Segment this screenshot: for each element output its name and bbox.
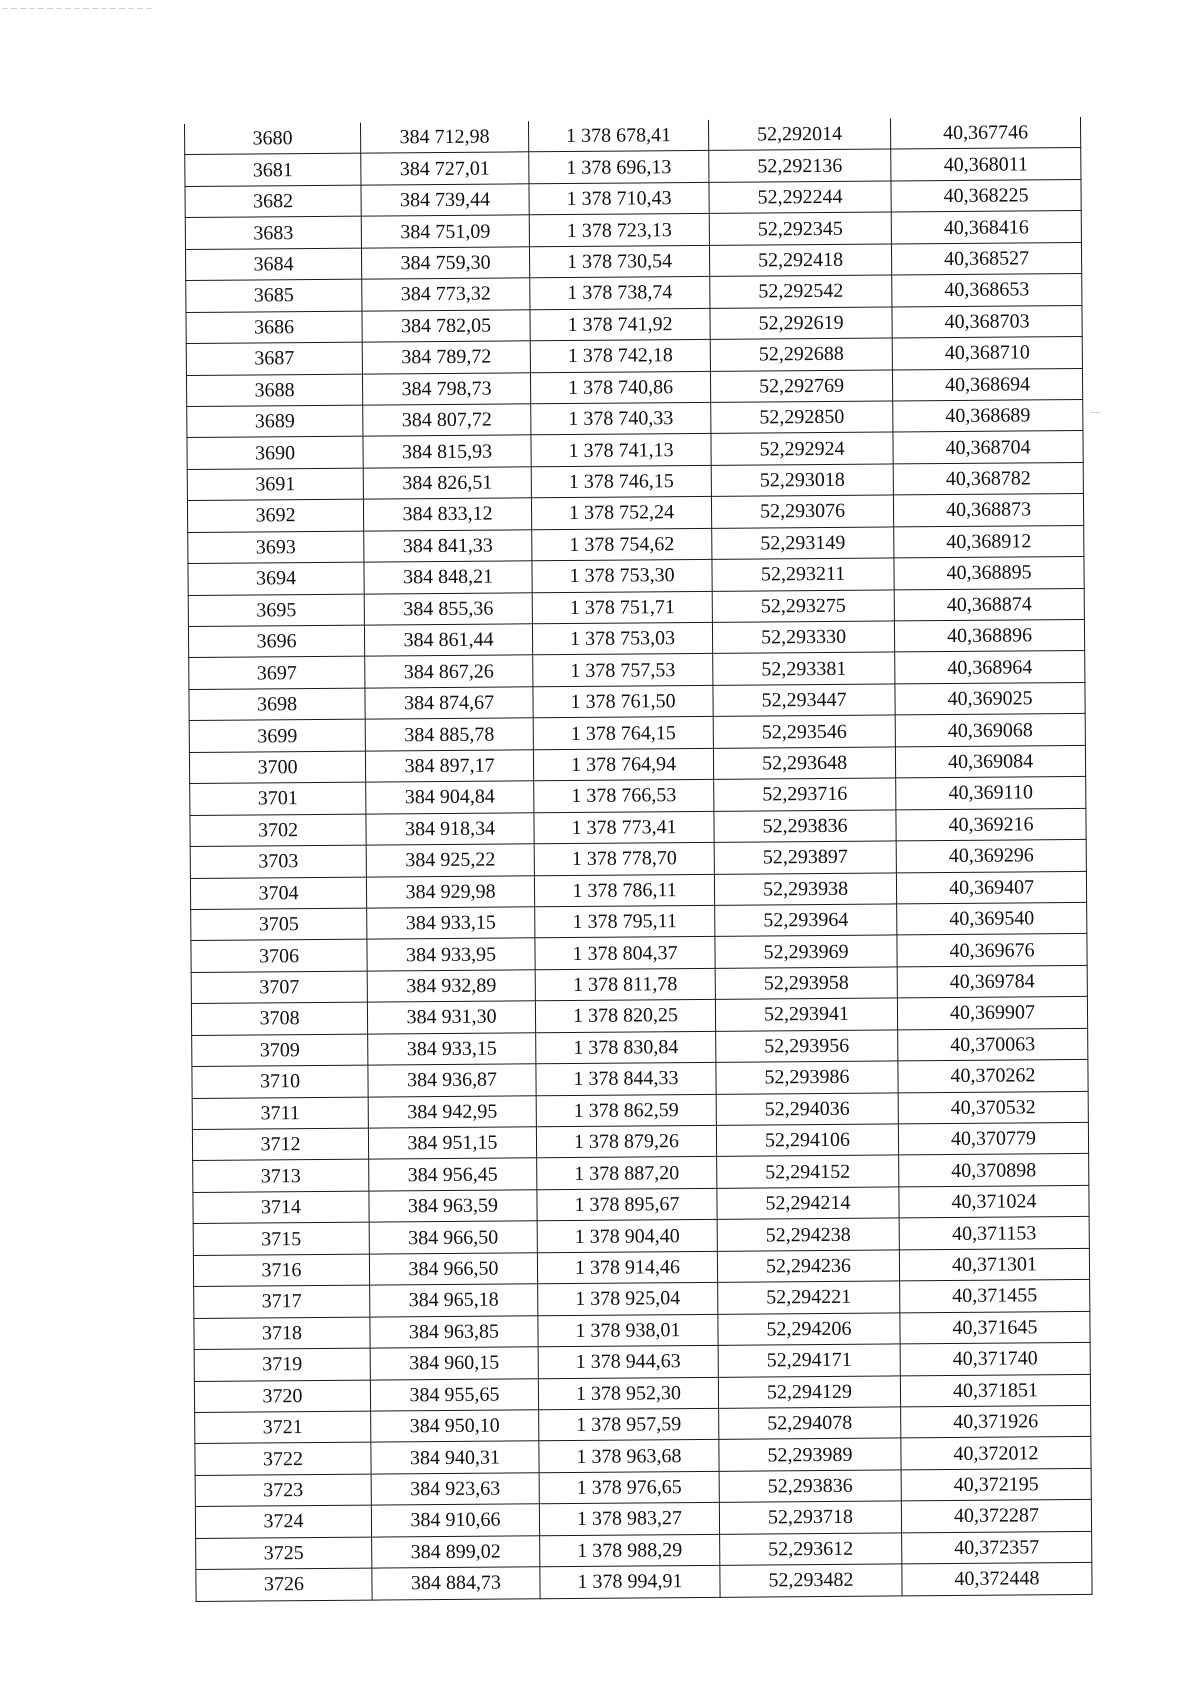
point-number-cell: 3722 [195, 1442, 371, 1475]
point-number-cell: 3711 [192, 1097, 368, 1130]
point-number-cell: 3719 [194, 1348, 370, 1381]
point-number-cell: 3726 [196, 1568, 372, 1601]
y-coordinate-cell: 1 378 752,24 [531, 497, 711, 530]
point-number-cell: 3714 [193, 1191, 369, 1224]
y-coordinate-cell: 1 378 741,92 [530, 308, 710, 341]
x-coordinate-cell: 384 841,33 [364, 529, 532, 562]
point-number-cell: 3695 [188, 594, 364, 627]
latitude-cell: 52,292244 [709, 181, 891, 214]
latitude-cell: 52,292619 [710, 307, 892, 340]
y-coordinate-cell: 1 378 976,65 [539, 1471, 719, 1504]
longitude-cell: 40,369084 [895, 745, 1085, 778]
y-coordinate-cell: 1 378 994,91 [540, 1565, 720, 1598]
x-coordinate-cell: 384 815,93 [363, 435, 531, 468]
x-coordinate-cell: 384 904,84 [366, 781, 534, 814]
point-number-cell: 3691 [187, 468, 363, 501]
latitude-cell: 52,292688 [710, 338, 892, 371]
latitude-cell: 52,292345 [709, 212, 891, 245]
latitude-cell: 52,293482 [720, 1564, 902, 1597]
latitude-cell: 52,294238 [717, 1218, 899, 1251]
longitude-cell: 40,368653 [892, 274, 1082, 307]
latitude-cell: 52,292850 [711, 401, 893, 434]
latitude-cell: 52,293381 [713, 652, 895, 685]
latitude-cell: 52,293330 [712, 621, 894, 654]
point-number-cell: 3710 [192, 1065, 368, 1098]
point-number-cell: 3702 [190, 814, 366, 847]
x-coordinate-cell: 384 712,98 [360, 121, 528, 153]
point-number-cell: 3721 [195, 1411, 371, 1444]
point-number-cell: 3682 [185, 185, 361, 218]
x-coordinate-cell: 384 867,26 [365, 655, 533, 688]
longitude-cell: 40,371926 [901, 1405, 1091, 1438]
latitude-cell: 52,293076 [711, 495, 893, 528]
latitude-cell: 52,293956 [716, 1030, 898, 1063]
y-coordinate-cell: 1 378 773,41 [534, 811, 714, 844]
point-number-cell: 3705 [191, 908, 367, 941]
x-coordinate-cell: 384 789,72 [362, 341, 530, 374]
point-number-cell: 3694 [188, 562, 364, 595]
point-number-cell: 3693 [188, 531, 364, 564]
y-coordinate-cell: 1 378 811,78 [535, 968, 715, 1001]
longitude-cell: 40,371024 [899, 1185, 1089, 1218]
longitude-cell: 40,368964 [895, 651, 1085, 684]
longitude-cell: 40,369540 [897, 902, 1087, 935]
latitude-cell: 52,293546 [713, 715, 895, 748]
longitude-cell: 40,367746 [890, 117, 1080, 149]
point-number-cell: 3697 [189, 657, 365, 690]
x-coordinate-cell: 384 960,15 [370, 1347, 538, 1380]
y-coordinate-cell: 1 378 820,25 [535, 1000, 715, 1033]
x-coordinate-cell: 384 923,63 [371, 1473, 539, 1506]
x-coordinate-cell: 384 910,66 [371, 1504, 539, 1537]
x-coordinate-cell: 384 940,31 [371, 1441, 539, 1474]
y-coordinate-cell: 1 378 887,20 [537, 1157, 717, 1190]
point-number-cell: 3681 [185, 154, 361, 187]
longitude-cell: 40,369216 [896, 808, 1086, 841]
point-number-cell: 3718 [194, 1317, 370, 1350]
point-number-cell: 3683 [185, 216, 361, 249]
x-coordinate-cell: 384 874,67 [365, 687, 533, 720]
point-number-cell: 3725 [196, 1537, 372, 1570]
longitude-cell: 40,369407 [896, 871, 1086, 904]
y-coordinate-cell: 1 378 740,86 [530, 371, 710, 404]
x-coordinate-cell: 384 807,72 [363, 404, 531, 437]
y-coordinate-cell: 1 378 944,63 [538, 1345, 718, 1378]
point-number-cell: 3688 [186, 374, 362, 407]
longitude-cell: 40,372287 [901, 1500, 1091, 1533]
y-coordinate-cell: 1 378 925,04 [538, 1283, 718, 1316]
y-coordinate-cell: 1 378 741,13 [531, 434, 711, 467]
x-coordinate-cell: 384 855,36 [364, 592, 532, 625]
x-coordinate-cell: 384 963,85 [370, 1315, 538, 1348]
latitude-cell: 52,293941 [715, 998, 897, 1031]
point-number-cell: 3717 [194, 1285, 370, 1318]
y-coordinate-cell: 1 378 710,43 [529, 182, 709, 215]
x-coordinate-cell: 384 955,65 [370, 1378, 538, 1411]
y-coordinate-cell: 1 378 742,18 [530, 339, 710, 372]
latitude-cell: 52,293897 [714, 841, 896, 874]
latitude-cell: 52,292769 [710, 369, 892, 402]
point-number-cell: 3704 [190, 877, 366, 910]
y-coordinate-cell: 1 378 988,29 [540, 1534, 720, 1567]
x-coordinate-cell: 384 966,50 [369, 1253, 537, 1286]
x-coordinate-cell: 384 782,05 [362, 309, 530, 342]
x-coordinate-cell: 384 861,44 [364, 624, 532, 657]
scan-artifact-dot [1090, 412, 1100, 413]
longitude-cell: 40,369068 [895, 714, 1085, 747]
y-coordinate-cell: 1 378 764,15 [533, 717, 713, 750]
y-coordinate-cell: 1 378 766,53 [534, 780, 714, 813]
latitude-cell: 52,293612 [720, 1533, 902, 1566]
latitude-cell: 52,292014 [708, 118, 890, 150]
longitude-cell: 40,368416 [891, 211, 1081, 244]
y-coordinate-cell: 1 378 757,53 [533, 654, 713, 687]
point-number-cell: 3703 [190, 845, 366, 878]
longitude-cell: 40,368912 [894, 525, 1084, 558]
y-coordinate-cell: 1 378 696,13 [529, 151, 709, 184]
y-coordinate-cell: 1 378 895,67 [537, 1188, 717, 1221]
x-coordinate-cell: 384 942,95 [368, 1095, 536, 1128]
latitude-cell: 52,292542 [710, 275, 892, 308]
longitude-cell: 40,369784 [897, 965, 1087, 998]
latitude-cell: 52,293958 [715, 967, 897, 1000]
longitude-cell: 40,369907 [897, 997, 1087, 1030]
latitude-cell: 52,294106 [716, 1124, 898, 1157]
y-coordinate-cell: 1 378 786,11 [534, 874, 714, 907]
longitude-cell: 40,370898 [899, 1154, 1089, 1187]
y-coordinate-cell: 1 378 914,46 [537, 1251, 717, 1284]
longitude-cell: 40,371740 [900, 1342, 1090, 1375]
longitude-cell: 40,369110 [896, 777, 1086, 810]
latitude-cell: 52,292924 [711, 432, 893, 465]
point-number-cell: 3723 [195, 1474, 371, 1507]
latitude-cell: 52,293964 [715, 904, 897, 937]
x-coordinate-cell: 384 965,18 [370, 1284, 538, 1317]
point-number-cell: 3716 [193, 1254, 369, 1287]
x-coordinate-cell: 384 848,21 [364, 561, 532, 594]
longitude-cell: 40,368011 [891, 148, 1081, 181]
x-coordinate-cell: 384 925,22 [366, 844, 534, 877]
y-coordinate-cell: 1 378 983,27 [539, 1503, 719, 1536]
latitude-cell: 52,293648 [713, 747, 895, 780]
x-coordinate-cell: 384 899,02 [372, 1535, 540, 1568]
coordinates-table-body [184, 117, 1092, 1601]
latitude-cell: 52,294078 [719, 1407, 901, 1440]
y-coordinate-cell: 1 378 879,26 [536, 1125, 716, 1158]
x-coordinate-cell: 384 933,15 [367, 907, 535, 940]
longitude-cell: 40,372012 [901, 1437, 1091, 1470]
longitude-cell: 40,368694 [892, 368, 1082, 401]
x-coordinate-cell: 384 885,78 [365, 718, 533, 751]
longitude-cell: 40,368689 [893, 399, 1083, 432]
longitude-cell: 40,372448 [902, 1563, 1092, 1596]
y-coordinate-cell: 1 378 957,59 [539, 1408, 719, 1441]
x-coordinate-cell: 384 933,95 [367, 938, 535, 971]
latitude-cell: 52,293447 [713, 684, 895, 717]
latitude-cell: 52,294171 [718, 1344, 900, 1377]
point-number-cell: 3684 [185, 248, 361, 281]
longitude-cell: 40,372195 [901, 1468, 1091, 1501]
longitude-cell: 40,368782 [893, 462, 1083, 495]
x-coordinate-cell: 384 950,10 [371, 1410, 539, 1443]
longitude-cell: 40,371455 [900, 1280, 1090, 1313]
y-coordinate-cell: 1 378 751,71 [532, 591, 712, 624]
longitude-cell: 40,368704 [893, 431, 1083, 464]
x-coordinate-cell: 384 966,50 [369, 1221, 537, 1254]
x-coordinate-cell: 384 739,44 [361, 184, 529, 217]
y-coordinate-cell: 1 378 963,68 [539, 1440, 719, 1473]
longitude-cell: 40,368895 [894, 557, 1084, 590]
x-coordinate-cell: 384 884,73 [372, 1567, 540, 1600]
longitude-cell: 40,368703 [892, 305, 1082, 338]
x-coordinate-cell: 384 751,09 [361, 215, 529, 248]
x-coordinate-cell: 384 773,32 [362, 278, 530, 311]
coordinates-table [184, 117, 1093, 1602]
y-coordinate-cell: 1 378 746,15 [531, 465, 711, 498]
y-coordinate-cell: 1 378 761,50 [533, 685, 713, 718]
longitude-cell: 40,371851 [900, 1374, 1090, 1407]
x-coordinate-cell: 384 759,30 [361, 247, 529, 280]
y-coordinate-cell: 1 378 723,13 [529, 214, 709, 247]
y-coordinate-cell: 1 378 754,62 [532, 528, 712, 561]
longitude-cell: 40,368710 [892, 337, 1082, 370]
point-number-cell: 3685 [186, 279, 362, 312]
latitude-cell: 52,293211 [712, 558, 894, 591]
y-coordinate-cell: 1 378 862,59 [536, 1094, 716, 1127]
longitude-cell: 40,368873 [893, 494, 1083, 527]
latitude-cell: 52,292136 [709, 149, 891, 182]
point-number-cell: 3709 [192, 1034, 368, 1067]
point-number-cell: 3715 [193, 1222, 369, 1255]
latitude-cell: 52,293986 [716, 1061, 898, 1094]
x-coordinate-cell: 384 933,15 [368, 1032, 536, 1065]
y-coordinate-cell: 1 378 795,11 [535, 905, 715, 938]
latitude-cell: 52,293989 [719, 1438, 901, 1471]
y-coordinate-cell: 1 378 764,94 [533, 748, 713, 781]
point-number-cell: 3696 [188, 625, 364, 658]
point-number-cell: 3713 [193, 1160, 369, 1193]
y-coordinate-cell: 1 378 938,01 [538, 1314, 718, 1347]
x-coordinate-cell: 384 929,98 [366, 875, 534, 908]
longitude-cell: 40,371301 [899, 1248, 1089, 1281]
longitude-cell: 40,368527 [891, 242, 1081, 275]
y-coordinate-cell: 1 378 844,33 [536, 1062, 716, 1095]
latitude-cell: 52,293836 [714, 810, 896, 843]
point-number-cell: 3686 [186, 311, 362, 344]
longitude-cell: 40,369296 [896, 839, 1086, 872]
latitude-cell: 52,293836 [719, 1470, 901, 1503]
y-coordinate-cell: 1 378 740,33 [531, 402, 711, 435]
longitude-cell: 40,369676 [897, 934, 1087, 967]
latitude-cell: 52,292418 [709, 244, 891, 277]
y-coordinate-cell: 1 378 778,70 [534, 842, 714, 875]
y-coordinate-cell: 1 378 730,54 [529, 245, 709, 278]
latitude-cell: 52,294129 [718, 1375, 900, 1408]
point-number-cell: 3707 [191, 971, 367, 1004]
x-coordinate-cell: 384 897,17 [365, 750, 533, 783]
latitude-cell: 52,294214 [717, 1187, 899, 1220]
point-number-cell: 3690 [187, 436, 363, 469]
longitude-cell: 40,368874 [894, 588, 1084, 621]
longitude-cell: 40,372357 [902, 1531, 1092, 1564]
point-number-cell: 3700 [189, 751, 365, 784]
longitude-cell: 40,370532 [898, 1091, 1088, 1124]
x-coordinate-cell: 384 963,59 [369, 1190, 537, 1223]
x-coordinate-cell: 384 727,01 [361, 152, 529, 185]
x-coordinate-cell: 384 918,34 [366, 812, 534, 845]
longitude-cell: 40,371153 [899, 1217, 1089, 1250]
longitude-cell: 40,370063 [898, 1028, 1088, 1061]
scan-artifact-line [2, 8, 152, 9]
point-number-cell: 3689 [187, 405, 363, 438]
point-number-cell: 3687 [186, 342, 362, 375]
y-coordinate-cell: 1 378 678,41 [528, 120, 708, 152]
y-coordinate-cell: 1 378 753,03 [532, 622, 712, 655]
latitude-cell: 52,294236 [717, 1250, 899, 1283]
x-coordinate-cell: 384 798,73 [362, 372, 530, 405]
latitude-cell: 52,294206 [718, 1313, 900, 1346]
latitude-cell: 52,293018 [711, 464, 893, 497]
point-number-cell: 3699 [189, 719, 365, 752]
latitude-cell: 52,294152 [717, 1155, 899, 1188]
x-coordinate-cell: 384 936,87 [368, 1064, 536, 1097]
x-coordinate-cell: 384 956,45 [369, 1158, 537, 1191]
y-coordinate-cell: 1 378 830,84 [536, 1031, 716, 1064]
point-number-cell: 3701 [190, 782, 366, 815]
longitude-cell: 40,370262 [898, 1060, 1088, 1093]
longitude-cell: 40,369025 [895, 682, 1085, 715]
longitude-cell: 40,368225 [891, 179, 1081, 212]
point-number-cell: 3706 [191, 939, 367, 972]
x-coordinate-cell: 384 826,51 [363, 467, 531, 500]
y-coordinate-cell: 1 378 952,30 [538, 1377, 718, 1410]
longitude-cell: 40,368896 [894, 619, 1084, 652]
point-number-cell: 3712 [192, 1128, 368, 1161]
latitude-cell: 52,293718 [719, 1501, 901, 1534]
point-number-cell: 3724 [195, 1505, 371, 1538]
x-coordinate-cell: 384 951,15 [368, 1127, 536, 1160]
y-coordinate-cell: 1 378 904,40 [537, 1220, 717, 1253]
latitude-cell: 52,294221 [718, 1281, 900, 1314]
x-coordinate-cell: 384 833,12 [363, 498, 531, 531]
latitude-cell: 52,293275 [712, 589, 894, 622]
latitude-cell: 52,293716 [714, 778, 896, 811]
latitude-cell: 52,293969 [715, 935, 897, 968]
point-number-cell: 3720 [194, 1380, 370, 1413]
latitude-cell: 52,294036 [716, 1092, 898, 1125]
point-number-cell: 3692 [187, 499, 363, 532]
latitude-cell: 52,293149 [712, 527, 894, 560]
x-coordinate-cell: 384 931,30 [367, 1001, 535, 1034]
y-coordinate-cell: 1 378 753,30 [532, 559, 712, 592]
point-number-cell: 3708 [191, 1002, 367, 1035]
y-coordinate-cell: 1 378 738,74 [530, 277, 710, 310]
latitude-cell: 52,293938 [714, 872, 896, 905]
longitude-cell: 40,370779 [898, 1122, 1088, 1155]
point-number-cell: 3680 [184, 123, 360, 155]
point-number-cell: 3698 [189, 688, 365, 721]
table-row [196, 1563, 1092, 1601]
y-coordinate-cell: 1 378 804,37 [535, 937, 715, 970]
x-coordinate-cell: 384 932,89 [367, 970, 535, 1003]
longitude-cell: 40,371645 [900, 1311, 1090, 1344]
